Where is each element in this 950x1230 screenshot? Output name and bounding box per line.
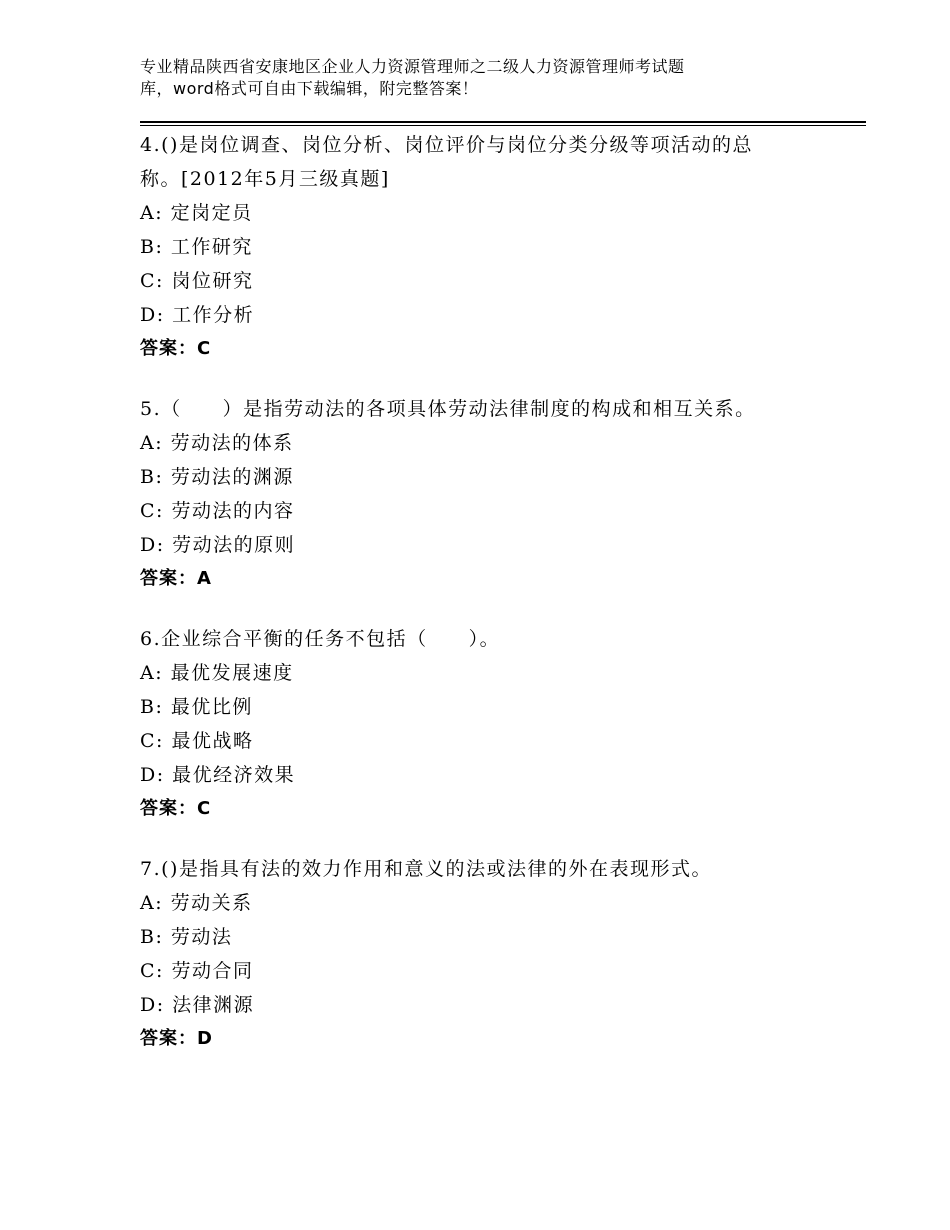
answer-label: 答案：D bbox=[140, 1028, 213, 1049]
option-a: A: 最优发展速度 bbox=[140, 662, 294, 684]
answer-label: 答案：C bbox=[140, 338, 212, 359]
question-4 bbox=[140, 128, 860, 366]
option-b: B: 劳动法 bbox=[140, 926, 233, 948]
option-b: B: 最优比例 bbox=[140, 696, 253, 718]
option-a: A: 定岗定员 bbox=[140, 202, 253, 224]
question-6 bbox=[140, 622, 860, 826]
option-a: A: 劳动法的体系 bbox=[140, 432, 294, 454]
question-stem: 6.企业综合平衡的任务不包括（ ）。 bbox=[140, 628, 501, 650]
question-7 bbox=[140, 852, 860, 1056]
answer-label: 答案：A bbox=[140, 568, 212, 589]
option-a: A: 劳动关系 bbox=[140, 892, 253, 914]
question-stem: 4.()是岗位调查、岗位分析、岗位评价与岗位分类分级等项活动的总 bbox=[140, 134, 753, 156]
question-stem: 5.（ ）是指劳动法的各项具体劳动法律制度的构成和相互关系。 bbox=[140, 398, 756, 420]
option-c: C: 劳动合同 bbox=[140, 960, 254, 982]
header-line-2: 库，word格式可自由下载编辑，附完整答案！ bbox=[140, 79, 479, 98]
answer-label: 答案：C bbox=[140, 798, 212, 819]
document-header bbox=[140, 56, 840, 100]
option-c: C: 岗位研究 bbox=[140, 270, 254, 292]
question-5 bbox=[140, 392, 860, 596]
option-c: C: 最优战略 bbox=[140, 730, 254, 752]
option-d: D: 劳动法的原则 bbox=[140, 534, 296, 556]
option-c: C: 劳动法的内容 bbox=[140, 500, 295, 522]
option-d: D: 最优经济效果 bbox=[140, 764, 296, 786]
option-b: B: 劳动法的渊源 bbox=[140, 466, 294, 488]
question-stem: 7.()是指具有法的效力作用和意义的法或法律的外在表现形式。 bbox=[140, 858, 712, 880]
header-rule-thick bbox=[140, 121, 866, 123]
question-list bbox=[140, 128, 860, 1082]
option-d: D: 工作分析 bbox=[140, 304, 255, 326]
header-line-1: 专业精品陕西省安康地区企业人力资源管理师之二级人力资源管理师考试题 bbox=[140, 57, 685, 76]
question-stem: 称。[2012年5月三级真题] bbox=[140, 168, 390, 190]
header-rule-thin bbox=[140, 125, 866, 126]
option-b: B: 工作研究 bbox=[140, 236, 253, 258]
option-d: D: 法律渊源 bbox=[140, 994, 255, 1016]
